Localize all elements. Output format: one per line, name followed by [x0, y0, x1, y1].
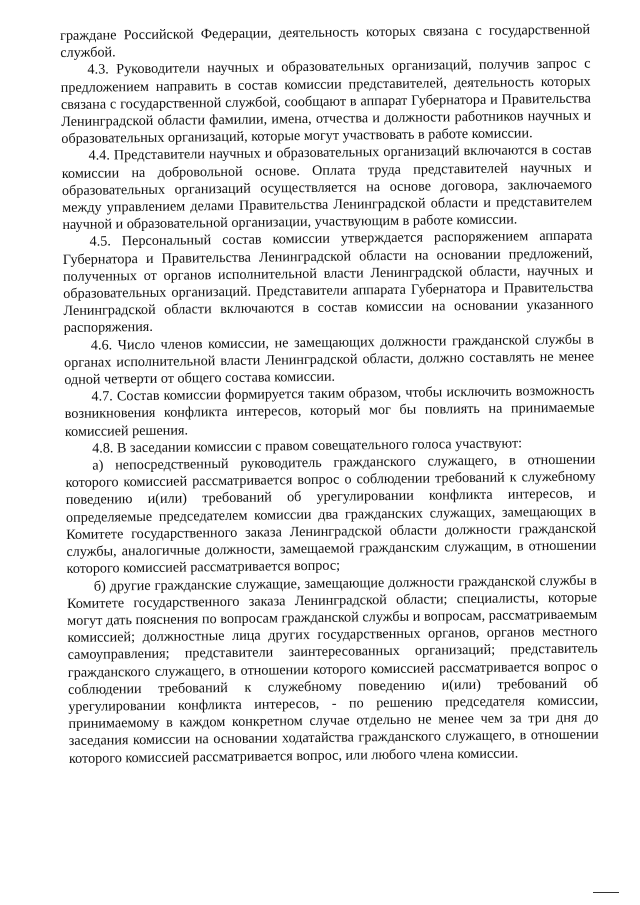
paragraph-4-8: 4.8. В заседании комиссии с правом совещательного голоса участвуют: — [92, 435, 523, 457]
paragraph-4-8-b: б) другие гражданские служащие, замещающие должности гражданской службы в Комитете государственного заказа Ленинградской области; специалисты, которые могут дать пояснения по вопросам гражданской службы и вопросам, рассматриваемым комиссией; должностные лица других государственных органов, органов местного самоуправления; представители заинтересованных организаций; представитель гражданского служащего, в отношении которого комиссией рассматривается вопрос о соблюдении требований к служебному поведению и(или) требований об урегулировании конфликта интересов, - по решению председателя комиссии, принимаемому в каждом конкретном случае отдельно не менее чем за три дня до заседания комиссии на основании ходатайства гражданского служащего, в отношении которого комиссией рассматривается вопрос, или любого члена комиссии. — [66, 571, 599, 767]
document-body — [60, 22, 599, 768]
paragraph-4-4: 4.4. Представители научных и образовательных организаций включаются в состав комиссии на добровольной основе. Оплата труда представителей научных и образовательных организаций осуществляется на основе договора, заключаемого между управлением делами Правительства Ленинградской области и представителем научной и образовательной организации, участвующим в работе комиссии. — [61, 141, 593, 234]
paragraph-4-5: 4.5. Персональный состав комиссии утверждается распоряжением аппарата Губернатора и Правительства Ленинградской области на основании предложений, полученных от органов исполнительной власти Ленинградской области, научных и образовательных организаций. Представители аппарата Губернатора и Правительства Ленинградской области включаются в состав комиссии на основании указанного распоряжения. — [62, 227, 594, 337]
paragraph-4-6: 4.6. Число членов комиссии, не замещающих должности гражданской службы в органах исполнительной власти Ленинградской области, должно составлять не менее одной четверти от общего состава комиссии. — [63, 331, 595, 389]
paragraph-4-8-a: а) непосредственный руководитель гражданского служащего, в отношении которого комиссией рассматривается вопрос о соблюдении требований к служебному поведению и(или) требований об урегулировании конфликта интересов, и определяемые председателем комиссии два гражданских служащих, замещающих в Комитете государственного заказа Ленинградской области должности гражданской службы, аналогичные должности, замещаемой гражданским служащим, в отношении которого комиссией рассматривается вопрос; — [65, 451, 597, 578]
paragraph-4-7: 4.7. Состав комиссии формируется таким образом, чтобы исключить возможность возникновения конфликта интересов, который мог бы повлиять на принимаемые комиссией решения. — [64, 382, 595, 440]
paragraph-4-3: 4.3. Руководители научных и образовательных организаций, получив запрос с предложением направить в состав комиссии представителей, деятельность которых связана с государственной службой, сообщают в аппарат Губернатора и Правительства Ленинградской области фамилии, имена, отчества и должности работников научных и образовательных организаций, которые могут участвовать в работе комиссии. — [60, 55, 592, 148]
corner-mark-line — [593, 892, 619, 893]
paragraph-continuation: граждане Российской Федерации, деятельность которых связана с государственной службой. — [60, 21, 591, 62]
